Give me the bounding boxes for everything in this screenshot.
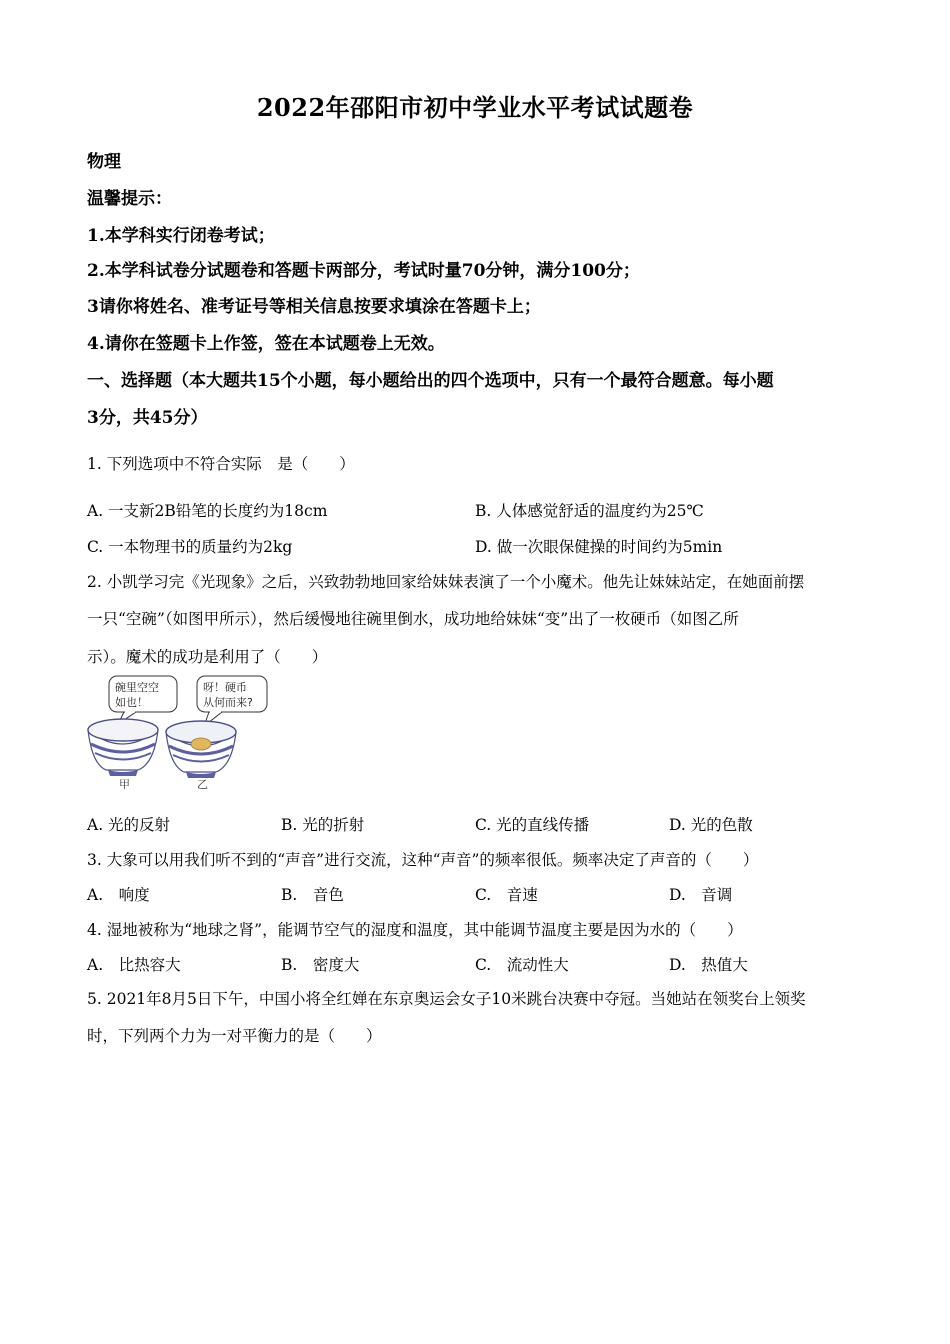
speech-bubble-left: [109, 676, 177, 724]
figure-label-right: 乙: [197, 778, 208, 791]
q3-option-d: D. 音调: [669, 886, 733, 904]
q2-line2: 一只“空碗”（如图甲所示），然后缓慢地往碗里倒水，成功地给妹妹“变”出了一枚硬币（如图乙所: [87, 610, 739, 628]
speech-bubble-right: [197, 676, 267, 726]
tip-item-4: 4.请你在签题卡上作签，签在本试题卷上无效。: [87, 334, 445, 354]
subject-label: 物理: [87, 152, 121, 172]
tip-item-2: 2.本学科试卷分试题卷和答题卡两部分，考试时量70分钟，满分100分；: [87, 261, 640, 281]
q4-option-b: B. 密度大: [281, 956, 360, 974]
q4-option-c: C. 流动性大: [475, 956, 569, 974]
bubble-right-text-2: 从何而来?: [203, 696, 253, 709]
q1-stem: 1. 下列选项中不符合实际 是（ ）: [87, 455, 355, 473]
figure-label-left: 甲: [119, 778, 130, 791]
section-heading-line1: 一、选择题（本大题共15个小题，每小题给出的四个选项中，只有一个最符合题意。每小题: [87, 371, 774, 391]
q4-option-d: D. 热值大: [669, 956, 748, 974]
tip-item-3: 3请你将姓名、准考证号等相关信息按要求填涂在答题卡上；: [87, 297, 541, 317]
q1-option-c: C. 一本物理书的质量约为2kg: [87, 538, 293, 556]
page-title: 2022年邵阳市初中学业水平考试试题卷: [256, 93, 694, 122]
tip-item-1: 1.本学科实行闭卷考试；: [87, 226, 275, 246]
tips-heading: 温馨提示：: [87, 189, 172, 209]
bubble-left-text-2: 如也！: [115, 696, 148, 709]
q1-option-d: D. 做一次眼保健操的时间约为5min: [475, 538, 723, 556]
bowl-figure: [84, 672, 274, 794]
bubble-right-text-1: 呀！硬币: [203, 681, 247, 694]
q1-option-a: A. 一支新2B铅笔的长度约为18cm: [87, 502, 328, 520]
q5-line1: 5. 2021年8月5日下午，中国小将全红婵在东京奥运会女子10米跳台决赛中夺冠。当她站在领奖台上领奖: [87, 990, 806, 1008]
q4-stem: 4. 湿地被称为“地球之肾”，能调节空气的湿度和温度，其中能调节温度主要是因为水的（ ）: [87, 921, 743, 939]
q2-option-d: D. 光的色散: [669, 816, 753, 834]
q2-line3: 示）。魔术的成功是利用了（ ）: [87, 648, 328, 666]
bowl-empty-icon: [88, 719, 158, 776]
bubble-left-text-1: 碗里空空: [115, 681, 159, 694]
q3-stem: 3. 大象可以用我们听不到的“声音”进行交流，这种“声音”的频率很低。频率决定了声音的（ ）: [87, 851, 759, 869]
q3-option-a: A. 响度: [87, 886, 150, 904]
q4-option-a: A. 比热容大: [87, 956, 181, 974]
q3-option-c: C. 音速: [475, 886, 538, 904]
coin-icon: [191, 738, 211, 750]
section-heading-line2: 3分，共45分）: [87, 408, 208, 428]
q1-option-b: B. 人体感觉舒适的温度约为25℃: [475, 502, 704, 520]
bowl-coin-icon: [166, 721, 236, 778]
q2-option-c: C. 光的直线传播: [475, 816, 590, 834]
q2-line1: 2. 小凯学习完《光现象》之后，兴致勃勃地回家给妹妹表演了一个小魔术。他先让妹妹站定，在她面前摆: [87, 573, 805, 591]
q3-option-b: B. 音色: [281, 886, 344, 904]
q2-option-b: B. 光的折射: [281, 816, 365, 834]
q2-option-a: A. 光的反射: [87, 816, 171, 834]
q5-line2: 时，下列两个力为一对平衡力的是（ ）: [87, 1027, 382, 1045]
